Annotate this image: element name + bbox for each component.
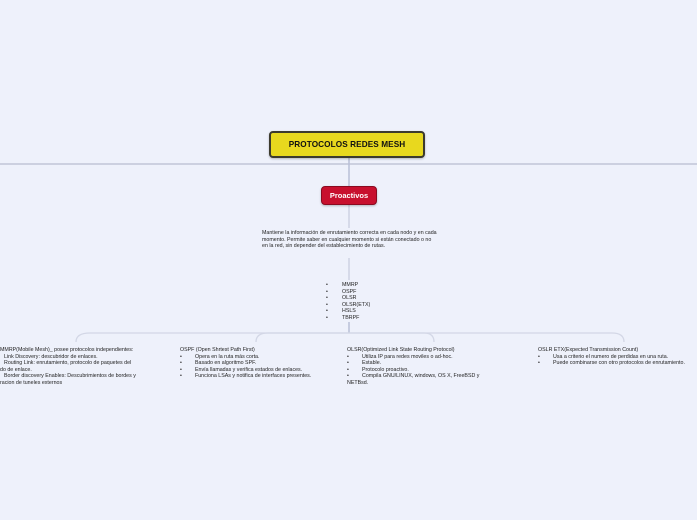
list-item: • Opera en la ruta más corta. bbox=[180, 354, 311, 361]
mmrp-line: racion de tuneles externos bbox=[0, 379, 63, 386]
list-item: • OLSR bbox=[326, 295, 370, 302]
list-item: • HSLS bbox=[326, 308, 370, 315]
mmrp-line: Link Discovery: descubridor de enlaces. bbox=[4, 353, 98, 360]
ospf-title: OSPF (Open Shrtest Path First) bbox=[180, 347, 255, 353]
olsr-leaf[interactable] bbox=[347, 347, 479, 386]
mmrp-leaf[interactable] bbox=[0, 347, 160, 386]
root-topic[interactable]: PROTOCOLOS REDES MESH bbox=[269, 131, 425, 158]
mmrp-line: Border discovery Enables: Descubrimientos de bordes y bbox=[4, 373, 136, 379]
list-item: • Protocolo proactivo. bbox=[347, 367, 479, 374]
proactivos-description: Mantiene la información de enrutamiento correcta en cada nodo y en cada momento. Permite saber en cualquier momento si están conectado o no en la red, sin depender del establecimiento de rutas. bbox=[262, 230, 437, 250]
list-item: • Envía llamadas y verifica estados de enlaces. bbox=[180, 367, 311, 374]
list-item: • MMRP bbox=[326, 282, 370, 289]
list-item: • Estable. bbox=[347, 360, 479, 367]
mmrp-line: Routing Link: enrutamiento, protocolo de paquetes del bbox=[4, 360, 132, 366]
branch-to-ospf-line bbox=[256, 333, 349, 342]
branch-to-olsr-etx-line bbox=[349, 333, 624, 342]
olsr-etx-title: OSLR ETX(Expected Transmission Count) bbox=[538, 347, 639, 353]
list-item: • OSPF bbox=[326, 289, 370, 296]
list-item: • Compila GNU/LINUX, windows, OS X, FreeBSD y bbox=[347, 373, 479, 380]
olsr-title: OLSR(Optimized Link State Routing Protocol) bbox=[347, 347, 455, 353]
list-item: • Funciona LSAs y notifica de interfaces presentes. bbox=[180, 373, 311, 380]
protocol-list bbox=[326, 282, 370, 321]
list-item: • Usa a criterio el numero de perdidas en una ruta. bbox=[538, 354, 697, 361]
branch-to-mmrp-line bbox=[76, 333, 349, 342]
mmrp-title: MMRP(Mobile Mesh)_ posee protocolos independientes: bbox=[0, 347, 134, 353]
ospf-leaf[interactable] bbox=[180, 347, 311, 380]
branch-to-olsr-line bbox=[349, 333, 434, 342]
list-item: • Utiliza IP para redes moviles o ad-hoc. bbox=[347, 354, 479, 361]
list-item: • TBRPF bbox=[326, 315, 370, 322]
olsr-etx-leaf[interactable] bbox=[538, 347, 697, 367]
mmrp-line: do de enlace. bbox=[0, 366, 32, 373]
proactivos-topic[interactable]: Proactivos bbox=[321, 186, 377, 205]
list-item: • Puede combinarse con otro protocolos de enrutamiento. bbox=[538, 360, 697, 367]
olsr-tail: NETBsd. bbox=[347, 379, 369, 386]
list-item: • Basado en algoritmo SPF. bbox=[180, 360, 311, 367]
list-item: • OLSR(ETX) bbox=[326, 302, 370, 309]
